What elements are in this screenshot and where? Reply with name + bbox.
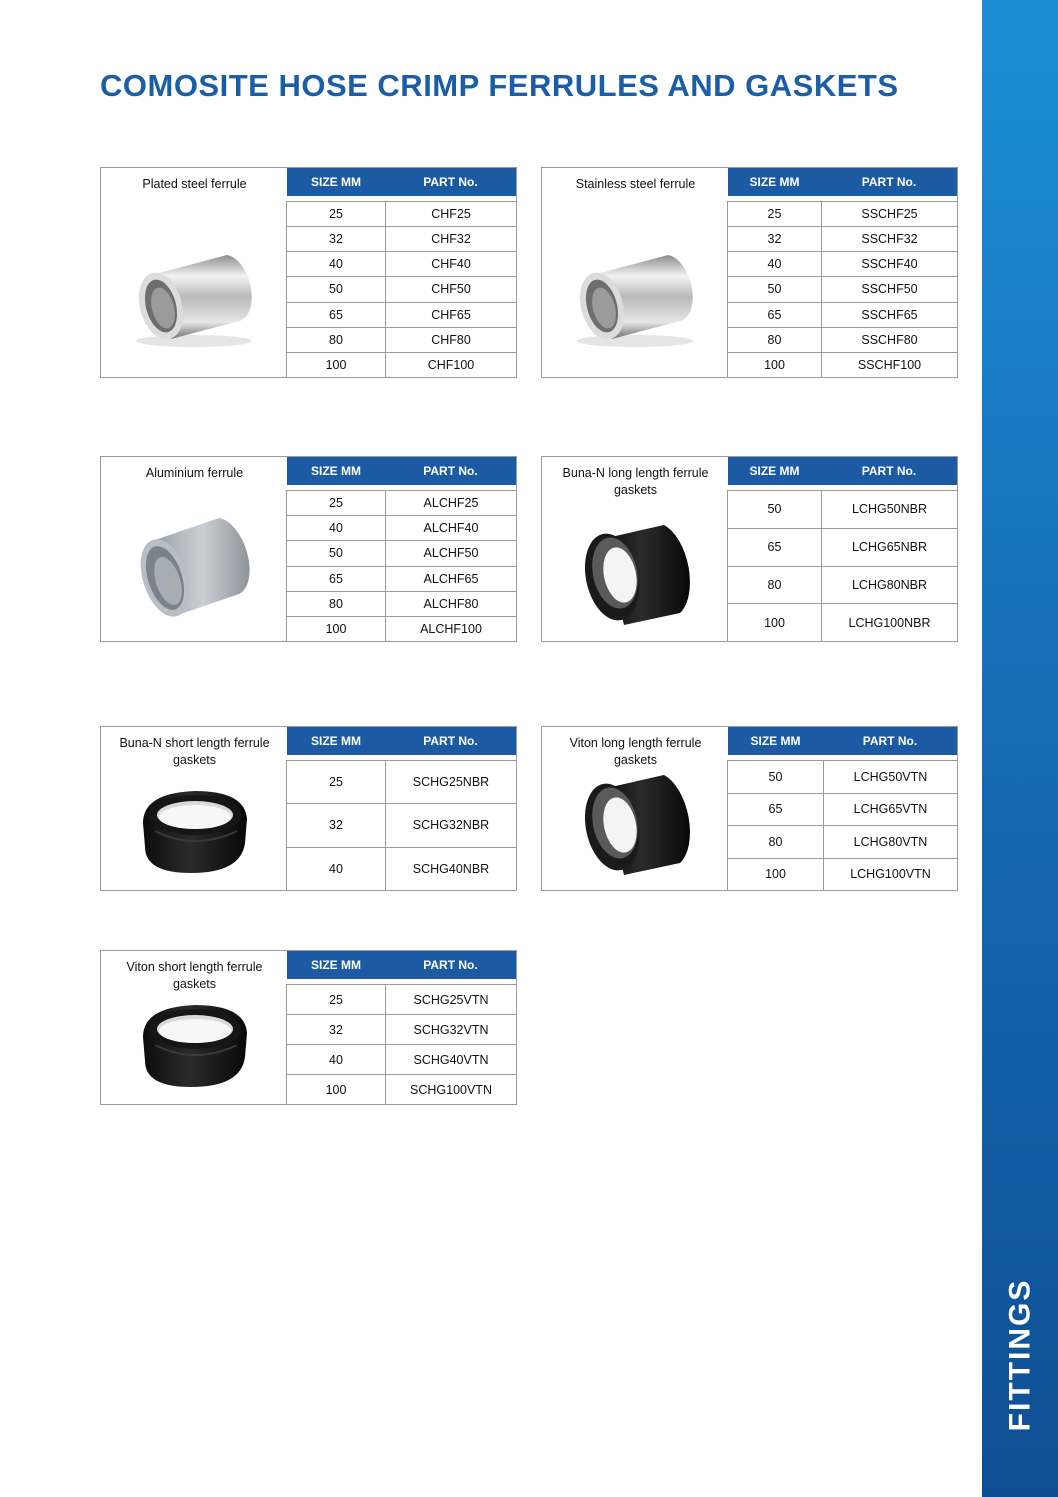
part-number-cell: SSCHF32 (861, 232, 918, 247)
size-cell: 100 (728, 353, 822, 377)
product-info (542, 457, 729, 641)
size-cell: 80 (287, 592, 386, 616)
part-column-header: PART No. (423, 958, 478, 972)
table-row (287, 566, 516, 591)
part-number-cell: SCHG40VTN (413, 1052, 489, 1067)
table-row (287, 251, 516, 276)
size-cell: 25 (287, 491, 386, 515)
part-column-header: PART No. (423, 464, 478, 478)
product-info (101, 457, 288, 641)
table-row (728, 276, 957, 301)
side-band (982, 0, 1058, 1497)
size-column-header: SIZE MM (749, 464, 800, 478)
size-cell: 50 (728, 491, 822, 528)
part-number-cell: LCHG80NBR (851, 577, 928, 592)
size-cell: 25 (728, 202, 822, 226)
part-number-cell: SCHG100VTN (410, 1082, 492, 1097)
table-row (287, 1074, 516, 1104)
table-row (287, 1044, 516, 1074)
table-row (287, 616, 516, 641)
parts-table (286, 490, 516, 641)
part-column-header: PART No. (861, 464, 917, 478)
part-column-header: PART No. (423, 175, 478, 189)
section-tab-label: FITTINGS (1003, 1278, 1036, 1432)
size-cell: 32 (287, 227, 386, 251)
product-card (100, 456, 517, 642)
size-column-header: SIZE MM (311, 175, 361, 189)
table-row (728, 793, 957, 826)
size-cell: 25 (287, 985, 386, 1014)
table-header (287, 168, 516, 196)
parts-table (727, 760, 957, 890)
size-cell: 100 (287, 353, 386, 377)
table-row (287, 302, 516, 327)
table-row (287, 847, 516, 890)
product-card (541, 726, 958, 891)
part-number-cell: LCHG100VTN (850, 867, 931, 882)
size-cell: 32 (287, 1015, 386, 1044)
size-cell: 100 (287, 1075, 386, 1104)
size-column-header: SIZE MM (749, 175, 800, 189)
size-cell: 80 (728, 826, 824, 858)
table-row (287, 515, 516, 540)
part-number-cell: SSCHF40 (861, 257, 918, 272)
size-cell: 40 (287, 252, 386, 276)
page-title: COMOSITE HOSE CRIMP FERRULES AND GASKETS (100, 68, 899, 103)
part-number-cell: SSCHF50 (861, 282, 918, 297)
table-row (287, 591, 516, 616)
table-row (728, 528, 957, 566)
table-row (728, 566, 957, 604)
part-number-cell: CHF100 (427, 357, 475, 372)
table-header (287, 457, 516, 485)
part-number-cell: CHF40 (431, 257, 471, 272)
size-cell: 50 (287, 277, 386, 301)
part-number-cell: SSCHF100 (857, 357, 922, 372)
table-row (728, 327, 957, 352)
size-cell: 100 (728, 604, 822, 641)
size-column-header: SIZE MM (311, 734, 361, 748)
silver-ferrule-icon (568, 243, 702, 353)
table-row (287, 276, 516, 301)
part-number-cell: LCHG50NBR (851, 502, 928, 517)
table-row (287, 803, 516, 846)
table-row (287, 760, 516, 803)
table-header (728, 727, 957, 755)
product-info (101, 727, 288, 890)
part-column-header: PART No. (861, 175, 917, 189)
part-number-cell: LCHG100NBR (848, 615, 931, 630)
size-cell: 65 (728, 794, 824, 826)
table-row (728, 490, 957, 528)
size-cell: 40 (728, 252, 822, 276)
parts-table (286, 201, 516, 377)
part-number-cell: CHF25 (431, 207, 471, 222)
table-row (287, 540, 516, 565)
short-gasket-icon (127, 991, 261, 1101)
part-number-cell: SSCHF65 (861, 307, 918, 322)
part-number-cell: ALCHF100 (420, 621, 482, 636)
product-info (542, 727, 729, 890)
part-number-cell: CHF65 (431, 307, 471, 322)
part-number-cell: SCHG40NBR (412, 861, 490, 876)
part-number-cell: SCHG25VTN (413, 992, 489, 1007)
table-row (728, 352, 957, 377)
table-row (287, 201, 516, 226)
part-number-cell: ALCHF65 (423, 571, 479, 586)
long-gasket-icon (568, 517, 702, 627)
part-number-cell: CHF32 (431, 232, 471, 247)
product-name: Aluminium ferrule (145, 466, 244, 480)
product-info (542, 168, 729, 377)
table-row (287, 352, 516, 377)
product-name: Buna-N long length ferrule gaskets (562, 466, 709, 497)
product-name: Viton long length ferrule gaskets (569, 736, 702, 767)
product-card (100, 950, 517, 1105)
part-column-header: PART No. (423, 734, 478, 748)
size-cell: 65 (287, 303, 386, 327)
size-cell: 32 (287, 804, 386, 846)
table-row (287, 490, 516, 515)
table-row (287, 226, 516, 251)
product-name: Buna-N short length ferrule gaskets (119, 736, 270, 767)
size-cell: 50 (728, 277, 822, 301)
short-gasket-icon (127, 777, 261, 887)
aluminium-ferrule-icon (127, 512, 261, 622)
size-cell: 40 (287, 1045, 386, 1074)
part-number-cell: ALCHF80 (423, 596, 479, 611)
parts-table (286, 760, 516, 890)
table-row (287, 1014, 516, 1044)
table-row (728, 201, 957, 226)
size-cell: 25 (287, 761, 386, 803)
size-cell: 65 (287, 567, 386, 591)
product-card (541, 456, 958, 642)
part-number-cell: SCHG25NBR (412, 775, 490, 790)
table-header (728, 168, 957, 196)
table-row (287, 327, 516, 352)
parts-table (286, 984, 516, 1104)
part-number-cell: ALCHF50 (423, 546, 479, 561)
parts-table (727, 201, 957, 377)
table-row (728, 226, 957, 251)
size-cell: 50 (728, 761, 824, 793)
part-number-cell: LCHG80VTN (853, 834, 928, 849)
part-number-cell: ALCHF40 (423, 521, 479, 536)
part-number-cell: SSCHF80 (861, 332, 918, 347)
table-header (287, 951, 516, 979)
part-number-cell: LCHG65VTN (853, 802, 928, 817)
part-number-cell: CHF50 (431, 282, 471, 297)
part-number-cell: CHF80 (431, 332, 471, 347)
part-number-cell: SCHG32VTN (413, 1022, 489, 1037)
section-tab (982, 1278, 1058, 1432)
size-cell: 65 (728, 529, 822, 566)
part-column-header: PART No. (862, 734, 918, 748)
part-number-cell: LCHG65NBR (851, 540, 928, 555)
table-header (728, 457, 957, 485)
part-number-cell: LCHG50VTN (853, 769, 928, 784)
size-cell: 40 (287, 848, 386, 890)
product-card (541, 167, 958, 378)
size-cell: 65 (728, 303, 822, 327)
table-row (728, 251, 957, 276)
size-cell: 50 (287, 541, 386, 565)
size-cell: 80 (728, 567, 822, 604)
table-row (728, 302, 957, 327)
size-column-header: SIZE MM (750, 734, 801, 748)
size-column-header: SIZE MM (311, 958, 361, 972)
table-header (287, 727, 516, 755)
part-number-cell: SCHG32NBR (412, 818, 490, 833)
table-row (728, 825, 957, 858)
size-cell: 25 (287, 202, 386, 226)
product-name: Viton short length ferrule gaskets (126, 960, 263, 991)
long-gasket-icon (568, 767, 702, 877)
parts-table (727, 490, 957, 641)
product-info (101, 951, 288, 1104)
product-info (101, 168, 288, 377)
size-column-header: SIZE MM (311, 464, 361, 478)
silver-ferrule-icon (127, 243, 261, 353)
size-cell: 100 (287, 617, 386, 641)
table-row (728, 858, 957, 891)
size-cell: 32 (728, 227, 822, 251)
part-number-cell: ALCHF25 (423, 496, 479, 511)
product-card (100, 167, 517, 378)
size-cell: 80 (728, 328, 822, 352)
table-row (728, 603, 957, 641)
table-row (728, 760, 957, 793)
size-cell: 100 (728, 859, 824, 891)
size-cell: 40 (287, 516, 386, 540)
product-name: Stainless steel ferrule (575, 177, 696, 191)
product-card (100, 726, 517, 891)
size-cell: 80 (287, 328, 386, 352)
part-number-cell: SSCHF25 (861, 207, 918, 222)
table-row (287, 984, 516, 1014)
product-name: Plated steel ferrule (142, 177, 247, 191)
